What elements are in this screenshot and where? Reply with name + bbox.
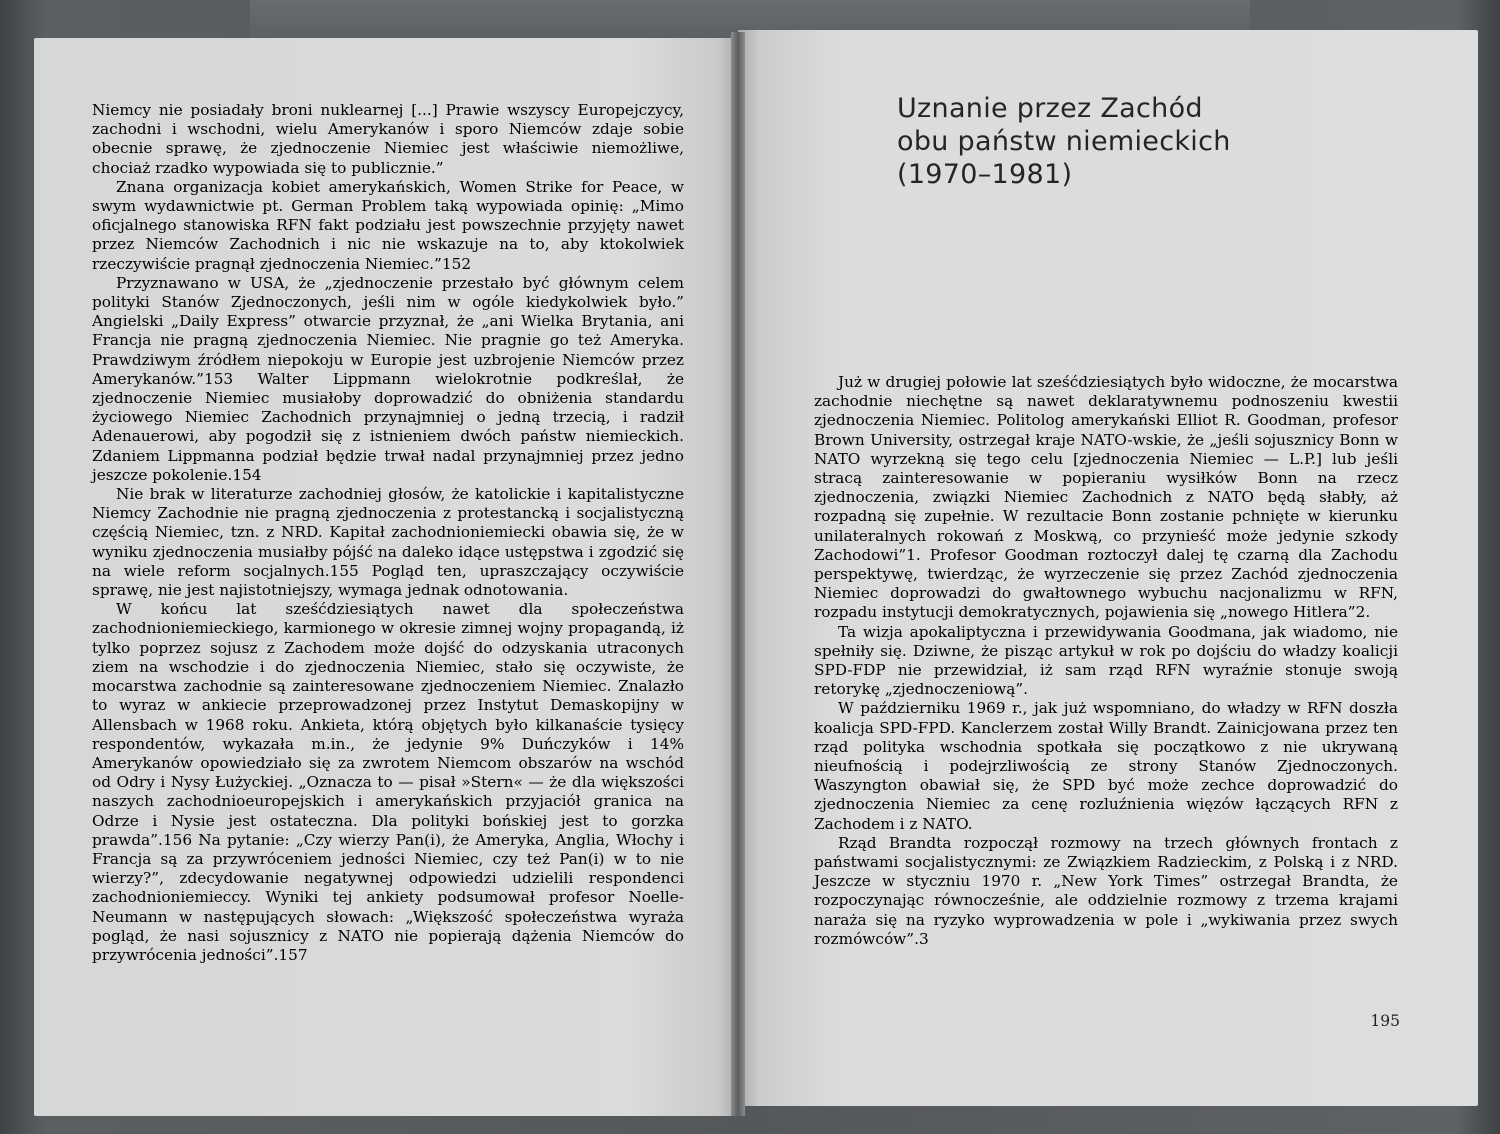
left-paragraph: W końcu lat sześćdziesiątych nawet dla społeczeństwa zachodnioniemieckiego, karmionego w okresie zimnej wojny propagandą, iż tylko poprzez sojusz z Zachodem może dojść do odzyskania utraconych ziem na wschodzie i do zjednoczenia Niemiec, stało się oczywiste, że mocarstwa zachodnie są zainteresowane zjednoczeniem Niemiec. Znalazło to wyraz w ankiecie przeprowadzonej przez Instytut Demaskopijny w Allensbach w 1968 roku. Ankieta, którą objętych było kilkanaście tysięcy respondentów, wykazała m.in., że jedynie 9% Duńczyków i 14% Amerykanów opowiedziało się za zwrotem Niemcom obszarów na wschód od Odry i Nysy Łużyckiej. „Oznacza to — pisał »Stern« — że dla większości naszych zachodnioeuropejskich i amerykańskich przyjaciół granica na Odrze i Nysie jest ostateczna. Dla polityki bońskiej jest to gorzka prawda”.156 Na pytanie: „Czy wierzy Pan(i), że Ameryka, Anglia, Włochy i Francja są za przywróceniem jedności Niemiec, czy też Pan(i) w to nie wierzy?”, zdecydowanie negatywnej odpowiedzi udzielili respondenci zachodnioniemieccy. Wyniki tej ankiety podsumował profesor Noelle-Neumann w następujących słowach: „Większość społeczeństwa wyraża pogląd, że nasi sojusznicy z NATO nie popierają dążenia Niemców do przywrócenia jedności”.157 [92,600,684,964]
left-paragraph: Niemcy nie posiadały broni nuklearnej [...] Prawie wszyscy Europejczycy, zachodni i wschodni, wielu Amerykanów i sporo Niemców zdaje sobie obecnie sprawę, że zjednoczenie Niemiec jest właściwie niemożliwe, chociaż rzadko wypowiada się to publicznie.” [92,101,684,177]
left-paragraph: Nie brak w literaturze zachodniej głosów, że katolickie i kapitalistyczne Niemcy Zachodnie nie pragną zjednoczenia z protestancką i socjalistyczną częścią Niemiec, tzn. z NRD. Kapitał zachodnioniemiecki obawia się, że w wyniku zjednoczenia musiałby pójść na daleko idące ustępstwa i zgodzić się na wiele reform socjalnych.155 Pogląd ten, upraszczający oczywiście sprawę, nie jest najistotniejszy, wymaga jednak odnotowania. [92,485,684,600]
page-number: 195 [1370,1012,1400,1030]
right-paragraph: Rząd Brandta rozpoczął rozmowy na trzech głównych frontach z państwami socjalistycznymi: ze Związkiem Radzieckim, z Polską i z NRD. Jeszcze w styczniu 1970 r. „New York Times” ostrzegał Brandta, że rozpoczynając równocześnie, ale oddzielnie rozmowy z trzema krajami naraża się na ryzyko wyprowadzenia w pole i „wykiwania przez swych rozmówców”.3 [814,833,1398,948]
chapter-title-line: (1970–1981) [897,159,1073,190]
chapter-title [897,92,1277,191]
right-paragraph: W październiku 1969 r., jak już wspomniano, do władzy w RFN doszła koalicja SPD-FPD. Kanclerzem został Willy Brandt. Zainicjowana przez ten rząd polityka wschodnia spotkała się początkowo z nie ukrywaną nieufnością i podejrzliwością ze strony Stanów Zjednoczonych. Waszyngton obawiał się, że SPD być może zechce doprowadzić do zjednoczenia Niemiec za cenę rozluźnienia więzów łączących RFN z Zachodem i z NATO. [814,699,1398,833]
left-paragraph: Znana organizacja kobiet amerykańskich, Women Strike for Peace, w swym wydawnictwie pt. German Problem taką wypowiada opinię: „Mimo oficjalnego stanowiska RFN fakt podziału jest powszechnie przyjęty nawet przez Niemców Zachodnich i nic nie wskazuje na to, aby ktokolwiek rzeczywiście pragnął zjednoczenia Niemiec.”152 [92,177,684,273]
chapter-title-line: Uznanie przez Zachód [897,93,1203,124]
right-page-text [814,373,1398,949]
right-paragraph: Ta wizja apokaliptyczna i przewidywania Goodmana, jak wiadomo, nie spełniły się. Dziwne, że pisząc artykuł w rok po dojściu do władzy koalicji SPD-FDP nie przewidział, iż sam rząd RFN wyraźnie stonuje swoją retorykę „zjednoczeniową”. [814,622,1398,699]
right-paragraph: Już w drugiej połowie lat sześćdziesiątych było widoczne, że mocarstwa zachodnie niechętne są nawet deklaratywnemu podnoszeniu kwestii zjednoczenia Niemiec. Politolog amerykański Elliot R. Goodman, profesor Brown University, ostrzegał kraje NATO-wskie, że „jeśli sojusznicy Bonn w NATO wyrzekną się tego celu [zjednoczenia Niemiec — L.P.] lub jeśli stracą zainteresowanie w popieraniu wysiłków Bonn na rzecz zjednoczenia, związki Niemiec Zachodnich z NATO będą słabły, aż rozpadną się zupełnie. W rezultacie Bonn zostanie pchnięte w kierunku unilateralnych rokowań z Moskwą, co przynieść może jedynie szkody Zachodowi”1. Profesor Goodman roztoczył dalej tę czarną dla Zachodu perspektywę, twierdząc, że wyrzeczenie się przez Zachód zjednoczenia Niemiec doprowadzi do gwałtownego wybuchu nacjonalizmu w RFN, rozpadu instytucji demokratycznych, pojawienia się „nowego Hitlera”2. [814,373,1398,622]
book-spine [731,32,745,1116]
left-paragraph: Przyznawano w USA, że „zjednoczenie przestało być głównym celem polityki Stanów Zjednoczonych, jeśli nim w ogóle kiedykolwiek było.” Angielski „Daily Express” otwarcie przyznał, że „ani Wielka Brytania, ani Francja nie pragną zjednoczenia Niemiec. Nie pragnie go też Ameryka. Prawdziwym źródłem niepokoju w Europie jest uzbrojenie Niemców przez Amerykanów.”153 Walter Lippmann wielokrotnie podkreślał, że zjednoczenie Niemiec musiałoby doprowadzić do obniżenia standardu życiowego Niemiec Zachodnich przynajmniej o jedną trzecią, i radził Adenauerowi, aby pogodził się z istnieniem dwóch państw niemieckich. Zdaniem Lippmanna podział będzie trwał nadal przynajmniej przez jedno jeszcze pokolenie.154 [92,273,684,484]
chapter-title-line: obu państw niemieckich [897,126,1231,157]
left-page-text [92,101,684,965]
